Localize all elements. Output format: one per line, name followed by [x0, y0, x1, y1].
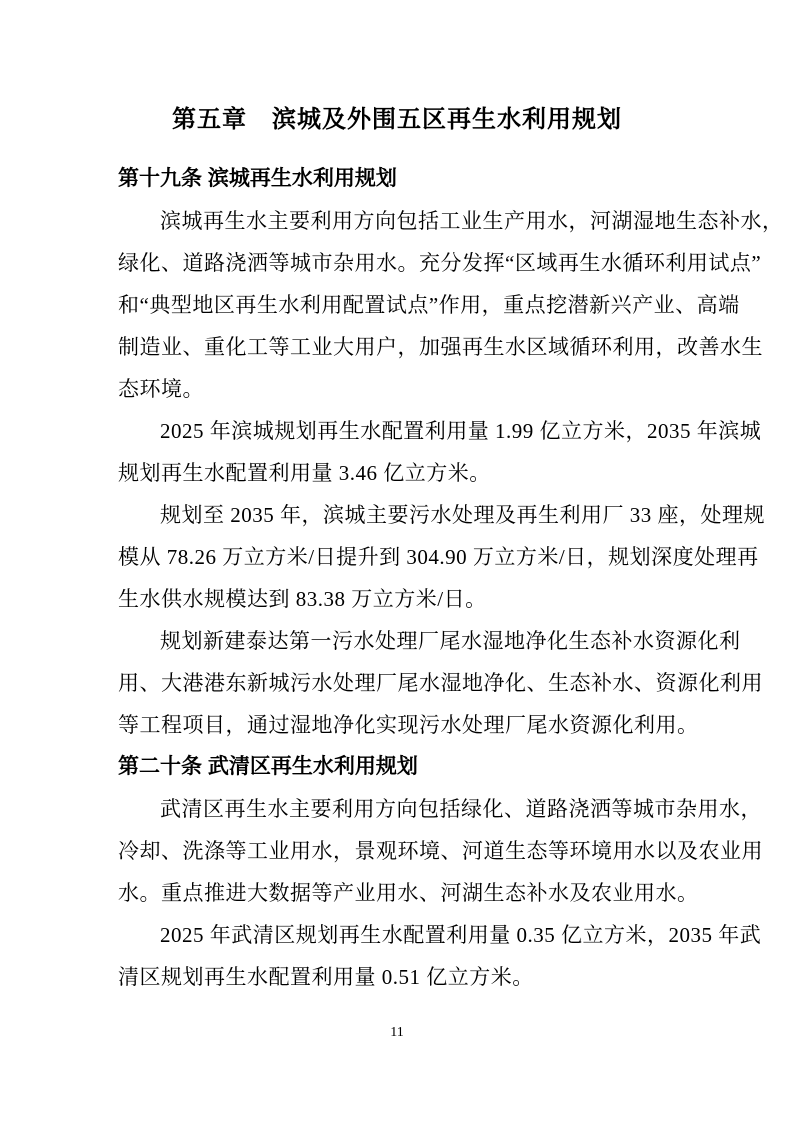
body-line: 规划新建泰达第一污水处理厂尾水湿地净化生态补水资源化利: [160, 629, 741, 653]
body-line: 规划至 2035 年，滨城主要污水处理及再生利用厂 33 座，处理规: [160, 503, 765, 527]
article-heading-19: 第十九条 滨城再生水利用规划: [118, 167, 397, 190]
page-number: 11: [390, 1025, 404, 1040]
document-body: [118, 158, 784, 998]
body-line: 滨城再生水主要利用方向包括工业生产用水，河湖湿地生态补水，: [160, 209, 784, 233]
body-line: 等工程项目，通过湿地净化实现污水处理厂尾水资源化利用。: [118, 713, 699, 737]
body-line: 武清区再生水主要利用方向包括绿化、道路浇洒等城市杂用水，: [160, 797, 762, 821]
body-line: 态环境。: [118, 377, 204, 401]
chapter-title: 第五章 滨城及外围五区再生水利用规划: [172, 106, 622, 133]
body-line: 绿化、道路浇洒等城市杂用水。充分发挥“区域再生水循环利用试点”: [118, 251, 762, 275]
body-line: 和“典型地区再生水利用配置试点”作用，重点挖潜新兴产业、高端: [118, 293, 740, 317]
body-line: 用、大港港东新城污水处理厂尾水湿地净化、生态补水、资源化利用: [118, 671, 763, 695]
body-line: 水。重点推进大数据等产业用水、河湖生态补水及农业用水。: [118, 881, 699, 905]
body-line: 冷却、洗涤等工业用水，景观环境、河道生态等环境用水以及农业用: [118, 839, 763, 863]
body-line: 2025 年武清区规划再生水配置利用量 0.35 亿立方米，2035 年武: [160, 923, 762, 947]
body-line: 模从 78.26 万立方米/日提升到 304.90 万立方米/日，规划深度处理再: [118, 545, 759, 569]
body-line: 生水供水规模达到 83.38 万立方米/日。: [118, 587, 487, 611]
body-line: 2025 年滨城规划再生水配置利用量 1.99 亿立方米，2035 年滨城: [160, 419, 762, 443]
article-heading-20: 第二十条 武清区再生水利用规划: [118, 755, 418, 778]
body-line: 制造业、重化工等工业大用户，加强再生水区域循环利用，改善水生: [118, 335, 763, 359]
body-line: 清区规划再生水配置利用量 0.51 亿立方米。: [118, 965, 534, 989]
body-line: 规划再生水配置利用量 3.46 亿立方米。: [118, 461, 491, 485]
